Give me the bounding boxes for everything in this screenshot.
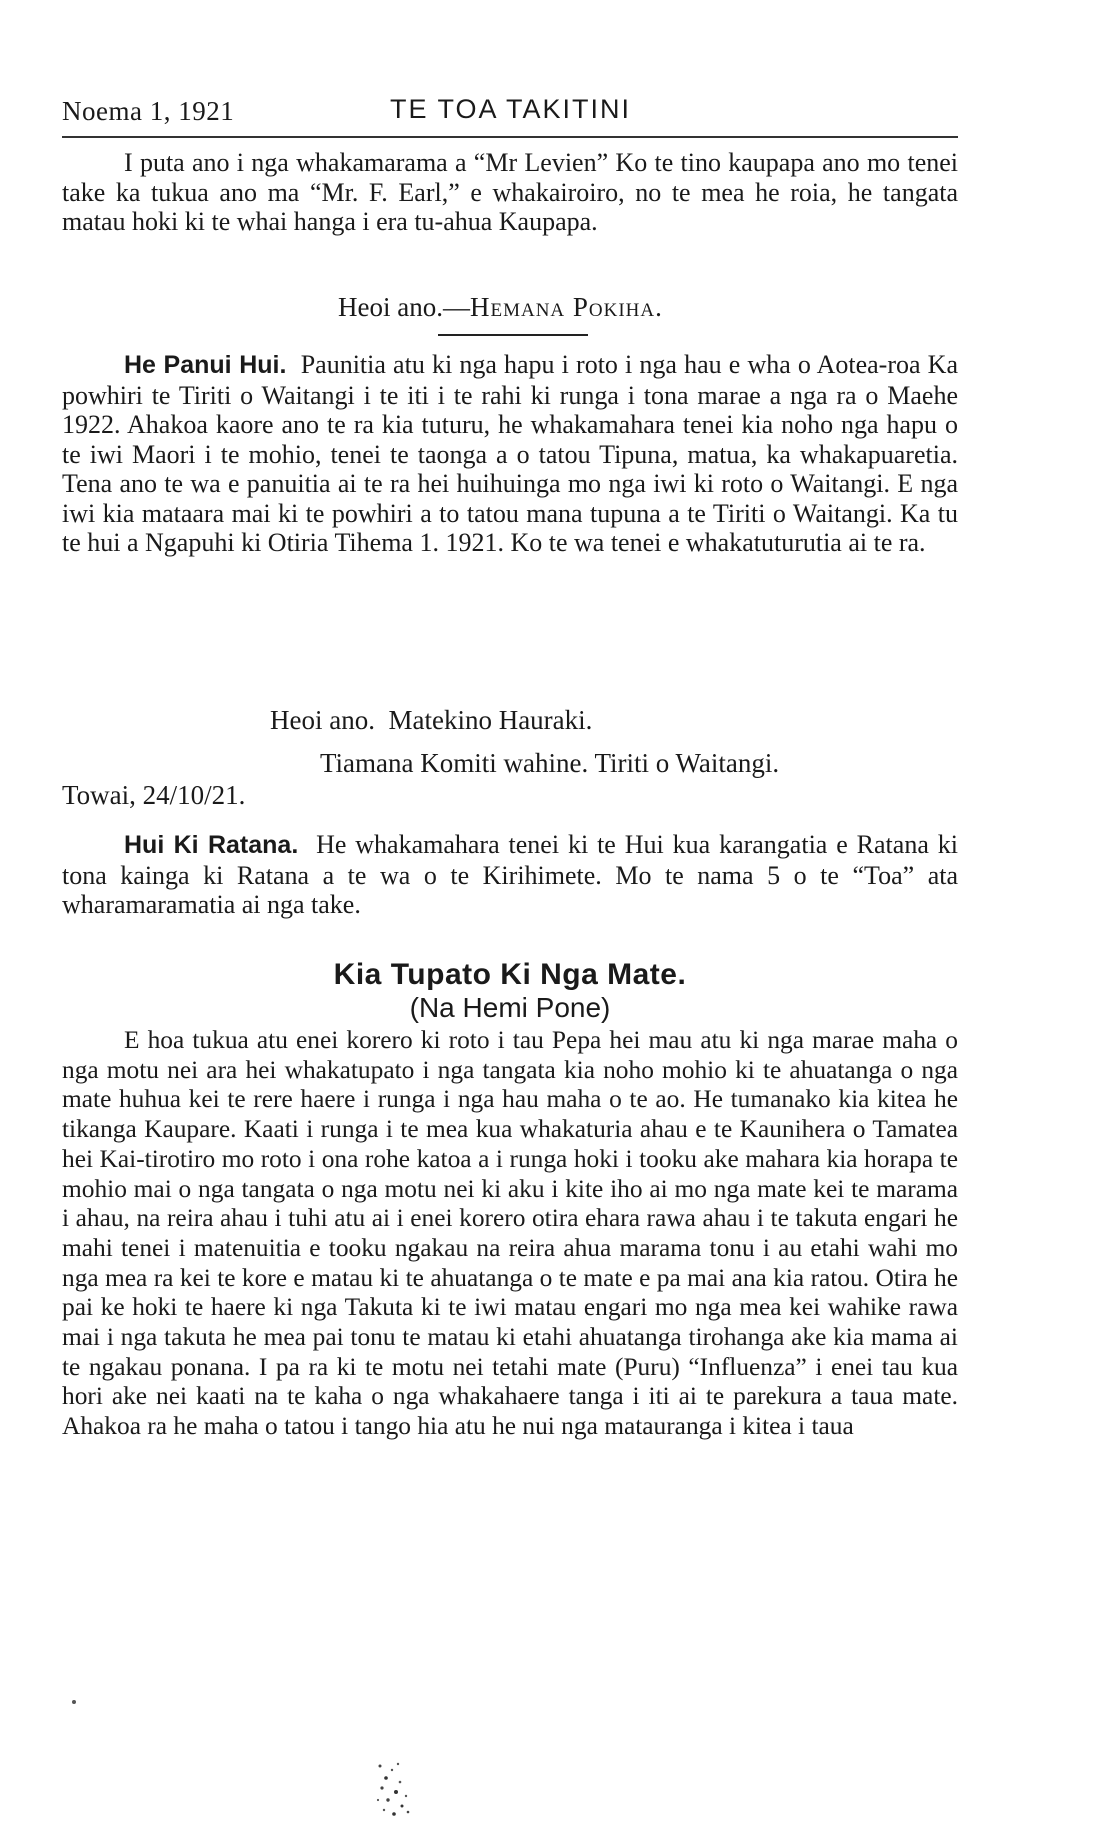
print-noise-decoration [372, 1760, 416, 1820]
levien-signoff [338, 292, 663, 323]
levien-signature: Hemana Pokiha. [469, 292, 663, 322]
header-rule [62, 136, 958, 138]
panui-closing-line [270, 705, 592, 736]
kia-tupato-body: E hoa tukua atu enei korero ki roto i tau Pepa hei mau atu ki nga marae maha o nga motu nei ara hei whakatupato i nga tangata kia noho mohio ki te ahuatanga o nga mate huhua kei te rere haere i runga i nga hau maha o te ao. He tumanako kia kitea he tikanga Kaupare. Kaati i runga i te mea kua whakaturia ahau e te Kaunihera o Tamatea hei Kai-tirotiro mo roto i ona rohe katoa a i runga hoki i tooku ake mahara kia horapa te mohio mai o nga tangata o nga motu nei ki aku i kite iho ai mo nga mate kei te marama i ahau, na reira ahau i tuhi atu ai i enei korero otira ehara rawa ahau i te takuta engari he mahi tenei i matenuitia e tooku ngakau na reira ahua marama tonu i au etahi wahi mo nga mea ra kei te kore e matau ki te ahuatanga o te mate e pa mai ana kia ratou. Otira he pai ke hoki te haere ki nga Takuta ki te iwi matau engari mo nga mea kei wahike rawa mai i nga takuta he mea pai tonu te matau ki etahi ahuatanga tirohanga ake kia mama ai te ngakau ponana. I pa ra ki te motu nei tetahi mate (Puru) “Influenza” i enei tau kua hori ake nei kaati na te kaha o nga whakahaere tanga i iti ai te parekura a taua mate. Ahakoa ra he maha o tatou i tango hia atu he nui nga matauranga i kitea i taua [62, 1026, 958, 1441]
print-speck [72, 1700, 76, 1704]
levien-paragraph-block [62, 148, 958, 237]
panui-closing: Heoi ano. [270, 705, 375, 735]
kia-tupato-byline: (Na Hemi Pone) [409, 992, 611, 1023]
newspaper-title: TE TOA TAKITINI [390, 94, 632, 124]
panui-hui-body: Paunitia atu ki nga hapu i roto i nga hau e wha o Aotea-roa Ka powhiri te Tiriti o Waitangi i te iti i te rahi ki runga i tona marae a nga ra o Maehe 1922. Ahakoa kaore ano te ra kia tuturu, he whakamahara tenei kia noho nga hapu o te iwi Maori i te mohio, tenei te taonga a o tatou Tipuna, matua, ka whakapuaretia. Tena ano te wa e panuitia ai te ra hei huihuinga mo nga iwi ki roto o Waitangi. E nga iwi kia mataara mai ki te powhiri a to tatou mana tupuna a te Tiriti o Waitangi. Ka tu te hui a Ngapuhi ki Otiria Tihema 1. 1921. Ko te wa tenei e whakatuturutia ai te ra. [62, 350, 958, 557]
kia-tupato-body-block [62, 1026, 958, 1442]
panui-signatory: Matekino Hauraki. [388, 705, 593, 735]
section-divider [438, 334, 588, 336]
hui-ratana-block [62, 830, 958, 920]
panui-hui-heading: He Panui Hui. [124, 351, 287, 379]
levien-paragraph: I puta ano i nga whakamarama a “Mr Levien” Ko te tino kaupapa ano mo tenei take ka tukua ano ma “Mr. F. Earl,” e whakairoiro, no te mea he roia, he tangata matau hoki ki te whai hanga i era tu-ahua Kaupapa. [62, 148, 958, 236]
hui-ratana-heading: Hui Ki Ratana. [124, 831, 299, 859]
kia-tupato-title: Kia Tupato Ki Nga Mate. [333, 958, 687, 991]
levien-closing: Heoi ano.— [338, 292, 470, 322]
hui-ratana-body: He whakamahara tenei ki te Hui kua karangatia e Ratana ki tona kainga ki Ratana a te wa o te Kirihimete. Mo te nama 5 o te “Toa” ata wharamaramatia ai nga take. [62, 830, 958, 919]
issue-date: Noema 1, 1921 [62, 96, 235, 126]
running-header [62, 92, 962, 132]
panui-hui-block [62, 350, 958, 558]
panui-role: Tiamana Komiti wahine. Tiriti o Waitangi. [320, 748, 780, 778]
panui-dateline: Towai, 24/10/21. [62, 780, 246, 810]
